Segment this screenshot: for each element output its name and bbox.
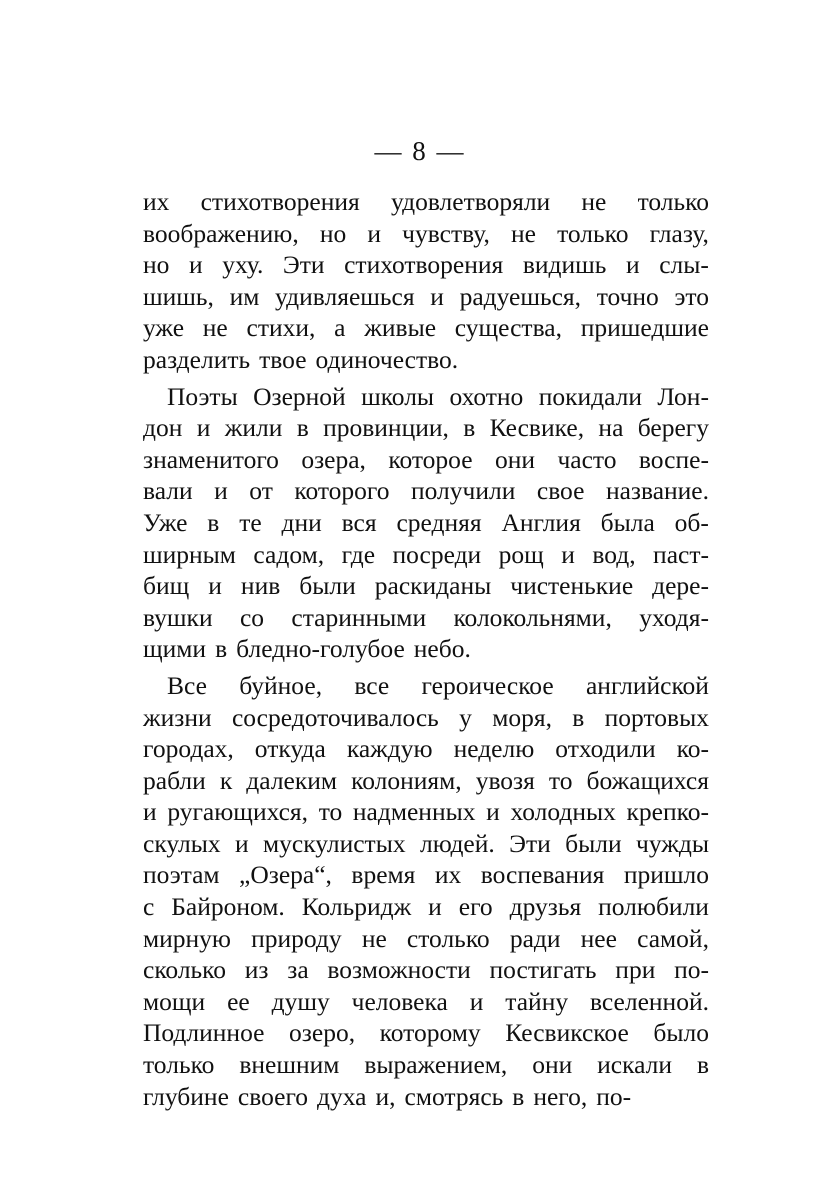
word: по- [596, 1081, 632, 1111]
word: и, [375, 1081, 396, 1111]
text-line [143, 891, 709, 923]
word: они [532, 1050, 573, 1080]
word: все [354, 670, 390, 700]
word: существа, [454, 313, 562, 343]
word: английской [585, 670, 709, 700]
word: те [239, 507, 262, 537]
word: внешним [239, 1050, 340, 1080]
word: но [143, 250, 170, 280]
word: пришедшие [580, 313, 709, 343]
text-line [143, 539, 709, 571]
word: смотрясь [404, 1081, 504, 1111]
word: природу [251, 923, 342, 953]
word: со [239, 602, 265, 632]
text-line [143, 281, 709, 313]
word: мускулистых [263, 828, 406, 858]
word: средняя [396, 507, 482, 537]
body-text [143, 186, 709, 1112]
word: и [208, 571, 222, 601]
word: дере- [652, 571, 709, 601]
word: Эти [282, 250, 325, 280]
word: буйное, [239, 670, 323, 700]
word: и [428, 892, 442, 922]
word: покидали [538, 381, 643, 411]
word: охотно [449, 381, 524, 411]
word: в [512, 1081, 525, 1111]
page-number: — 8 — [374, 136, 466, 166]
word: вод, [592, 539, 636, 569]
word: нее [580, 923, 617, 953]
word: точно [596, 281, 659, 311]
text-line [143, 1049, 709, 1081]
text-line [143, 381, 709, 413]
word: только [637, 187, 709, 216]
word: у [459, 702, 472, 732]
word: то [318, 797, 343, 827]
word: увозя [475, 765, 535, 795]
word: к [219, 765, 233, 795]
text-line [143, 828, 709, 860]
word: живые [364, 313, 437, 343]
text-line [143, 444, 709, 476]
word: и [469, 986, 484, 1016]
word: далеким [246, 765, 338, 795]
word: за [287, 955, 309, 985]
word: самой, [637, 923, 709, 953]
word: столько [406, 923, 490, 953]
word: стихотворения [344, 250, 504, 280]
text-line [143, 1017, 709, 1049]
word: школы [361, 381, 435, 411]
word: жизни [143, 702, 212, 732]
word: была [600, 507, 655, 537]
text-line [143, 733, 709, 765]
word: радуешься, [459, 281, 582, 311]
text-line [143, 507, 709, 539]
word: выражением, [364, 1050, 508, 1080]
word: знаменитого [143, 444, 279, 474]
word: и [561, 539, 575, 569]
word: и [234, 828, 249, 858]
word: мощи [143, 986, 206, 1016]
word: Эти [509, 828, 551, 858]
word: Поэты [167, 381, 238, 411]
word: с [143, 892, 155, 922]
text-line [143, 475, 709, 507]
word: героическое [421, 670, 554, 700]
word: сколько [143, 955, 227, 985]
word: не [202, 313, 228, 343]
word: в [207, 507, 220, 537]
word: и [626, 250, 640, 280]
word: то [548, 765, 573, 795]
word: озеро, [289, 1018, 356, 1048]
word: были [565, 828, 622, 858]
text-line [143, 859, 709, 891]
word: время [351, 860, 416, 890]
text-line [143, 954, 709, 986]
word: уходя- [639, 602, 709, 632]
word: отходили [555, 734, 656, 764]
word: только [557, 218, 629, 248]
word: в [463, 413, 476, 443]
word: было [653, 1018, 709, 1048]
text-line [143, 796, 709, 828]
text-line [143, 1081, 709, 1113]
word: получили [410, 476, 516, 506]
word: раскиданы [374, 571, 492, 601]
word: их [434, 860, 462, 890]
word: стихотворения [200, 187, 360, 216]
word: разделить [143, 344, 251, 374]
word: глазу, [649, 218, 709, 248]
word: холодных [510, 797, 616, 827]
word: садом, [253, 539, 325, 569]
word: удивляешься [275, 281, 415, 311]
word: душу [271, 986, 330, 1016]
word: им [229, 281, 260, 311]
word: городах, [143, 734, 234, 764]
word: озера, [301, 444, 366, 474]
word: которому [379, 1018, 481, 1048]
word: чужды [636, 828, 709, 858]
word: твое [259, 344, 307, 374]
word: божащихся [586, 765, 709, 795]
word: дни [281, 507, 322, 537]
word: рабли [143, 765, 206, 795]
word: Лон- [657, 381, 709, 411]
word: дон [143, 413, 183, 443]
word: старинными [291, 602, 427, 632]
word: и [214, 476, 228, 506]
word: Подлинное [143, 1018, 265, 1048]
word: моря, [492, 702, 552, 732]
word: бледно-голубое [236, 634, 405, 664]
word: вся [341, 507, 377, 537]
word: видишь [522, 250, 607, 280]
word: Озерной [253, 381, 346, 411]
word: берегу [637, 413, 709, 443]
word: вселенной. [590, 986, 709, 1016]
word: чистенькие [510, 571, 634, 601]
word: небо. [413, 634, 471, 664]
word: часто [557, 444, 617, 474]
word: уху. [222, 250, 264, 280]
word: удовлетворяли [390, 187, 551, 216]
word: щими [143, 634, 207, 664]
word: надменных [352, 797, 476, 827]
word: шишь, [143, 281, 214, 311]
text-line [143, 570, 709, 602]
word: тайну [505, 986, 569, 1016]
word: в [215, 634, 228, 664]
word: они [494, 444, 536, 474]
word: людей. [419, 828, 495, 858]
word: и [143, 797, 157, 827]
word: Байроном. [171, 892, 285, 922]
text-line [143, 633, 709, 665]
word: неделю [453, 734, 535, 764]
word: сосредоточивалось [231, 702, 439, 732]
word: поэтам [143, 860, 220, 890]
word: стихи, [246, 313, 316, 343]
word: только [143, 1050, 215, 1080]
word: человека [351, 986, 448, 1016]
word: его [458, 892, 493, 922]
text-line [143, 186, 709, 218]
word: были [299, 571, 356, 601]
word: полюбили [598, 892, 709, 922]
text-line [143, 344, 709, 376]
word: духа [317, 1081, 367, 1111]
word: свое [536, 476, 585, 506]
word: которое [388, 444, 473, 474]
word: крепко- [626, 797, 709, 827]
word: вушки [143, 602, 213, 632]
word: Кесвике, [489, 413, 585, 443]
word: провинции, [323, 413, 449, 443]
word: где [341, 539, 376, 569]
text-line [143, 923, 709, 955]
word: и [188, 250, 203, 280]
word: на [598, 413, 624, 443]
word: Кольридж [301, 892, 412, 922]
word: уже [143, 313, 185, 343]
text-line [143, 670, 709, 702]
word: рощ [498, 539, 544, 569]
word: а [334, 313, 346, 343]
word: по- [674, 955, 709, 985]
text-line [143, 412, 709, 444]
word: друзья [509, 892, 582, 922]
word: ругающихся, [167, 797, 309, 827]
text-line [143, 765, 709, 797]
word: мирную [143, 923, 231, 953]
word: постигать [489, 955, 597, 985]
word: колониям, [351, 765, 462, 795]
word: чувству, [402, 218, 490, 248]
word: жили [224, 413, 283, 443]
word: портовых [604, 702, 709, 732]
word: и [367, 218, 382, 248]
text-line [143, 312, 709, 344]
word: колокольнями, [453, 602, 612, 632]
word: глубине [143, 1081, 229, 1111]
word: воображению, [143, 218, 299, 248]
word: ко- [676, 734, 709, 764]
word: пришло [623, 860, 709, 890]
word: бищ [143, 571, 190, 601]
word: откуда [254, 734, 326, 764]
word: него, [533, 1081, 588, 1111]
text-line [143, 702, 709, 734]
word: в [296, 413, 309, 443]
word: одиночество. [315, 344, 459, 374]
word: Англия [501, 507, 581, 537]
word: Кесвикское [505, 1018, 629, 1048]
word: ради [509, 923, 561, 953]
word: но [319, 218, 347, 248]
word: Уже [143, 507, 188, 537]
word: не [581, 187, 607, 216]
word: не [361, 923, 387, 953]
word: искали [597, 1050, 673, 1080]
word: паст- [653, 539, 709, 569]
word: нив [240, 571, 281, 601]
word: при [615, 955, 656, 985]
word: воспе- [638, 444, 709, 474]
word: из [244, 955, 269, 985]
word: Все [167, 670, 207, 700]
word: каждую [346, 734, 433, 764]
word: скулых [143, 828, 221, 858]
word: не [510, 218, 536, 248]
word: это [674, 281, 709, 311]
word: название. [605, 476, 709, 506]
text-line [143, 602, 709, 634]
word: ее [227, 986, 250, 1016]
word: слы- [659, 250, 709, 280]
word: своего [237, 1081, 309, 1111]
word: воспевания [480, 860, 605, 890]
word: от [249, 476, 273, 506]
word: об- [674, 507, 709, 537]
word: в [572, 702, 585, 732]
word: и [196, 413, 211, 443]
word: ширным [143, 539, 236, 569]
word: которого [294, 476, 390, 506]
word: вали [143, 476, 193, 506]
word: их [143, 187, 170, 216]
text-line [143, 249, 709, 281]
word: и [486, 797, 500, 827]
text-line [143, 986, 709, 1018]
word: „Озера“, [239, 860, 332, 890]
word: возможности [327, 955, 471, 985]
word: посреди [392, 539, 482, 569]
word: и [430, 281, 444, 311]
text-line [143, 218, 709, 250]
word: в [696, 1050, 709, 1080]
